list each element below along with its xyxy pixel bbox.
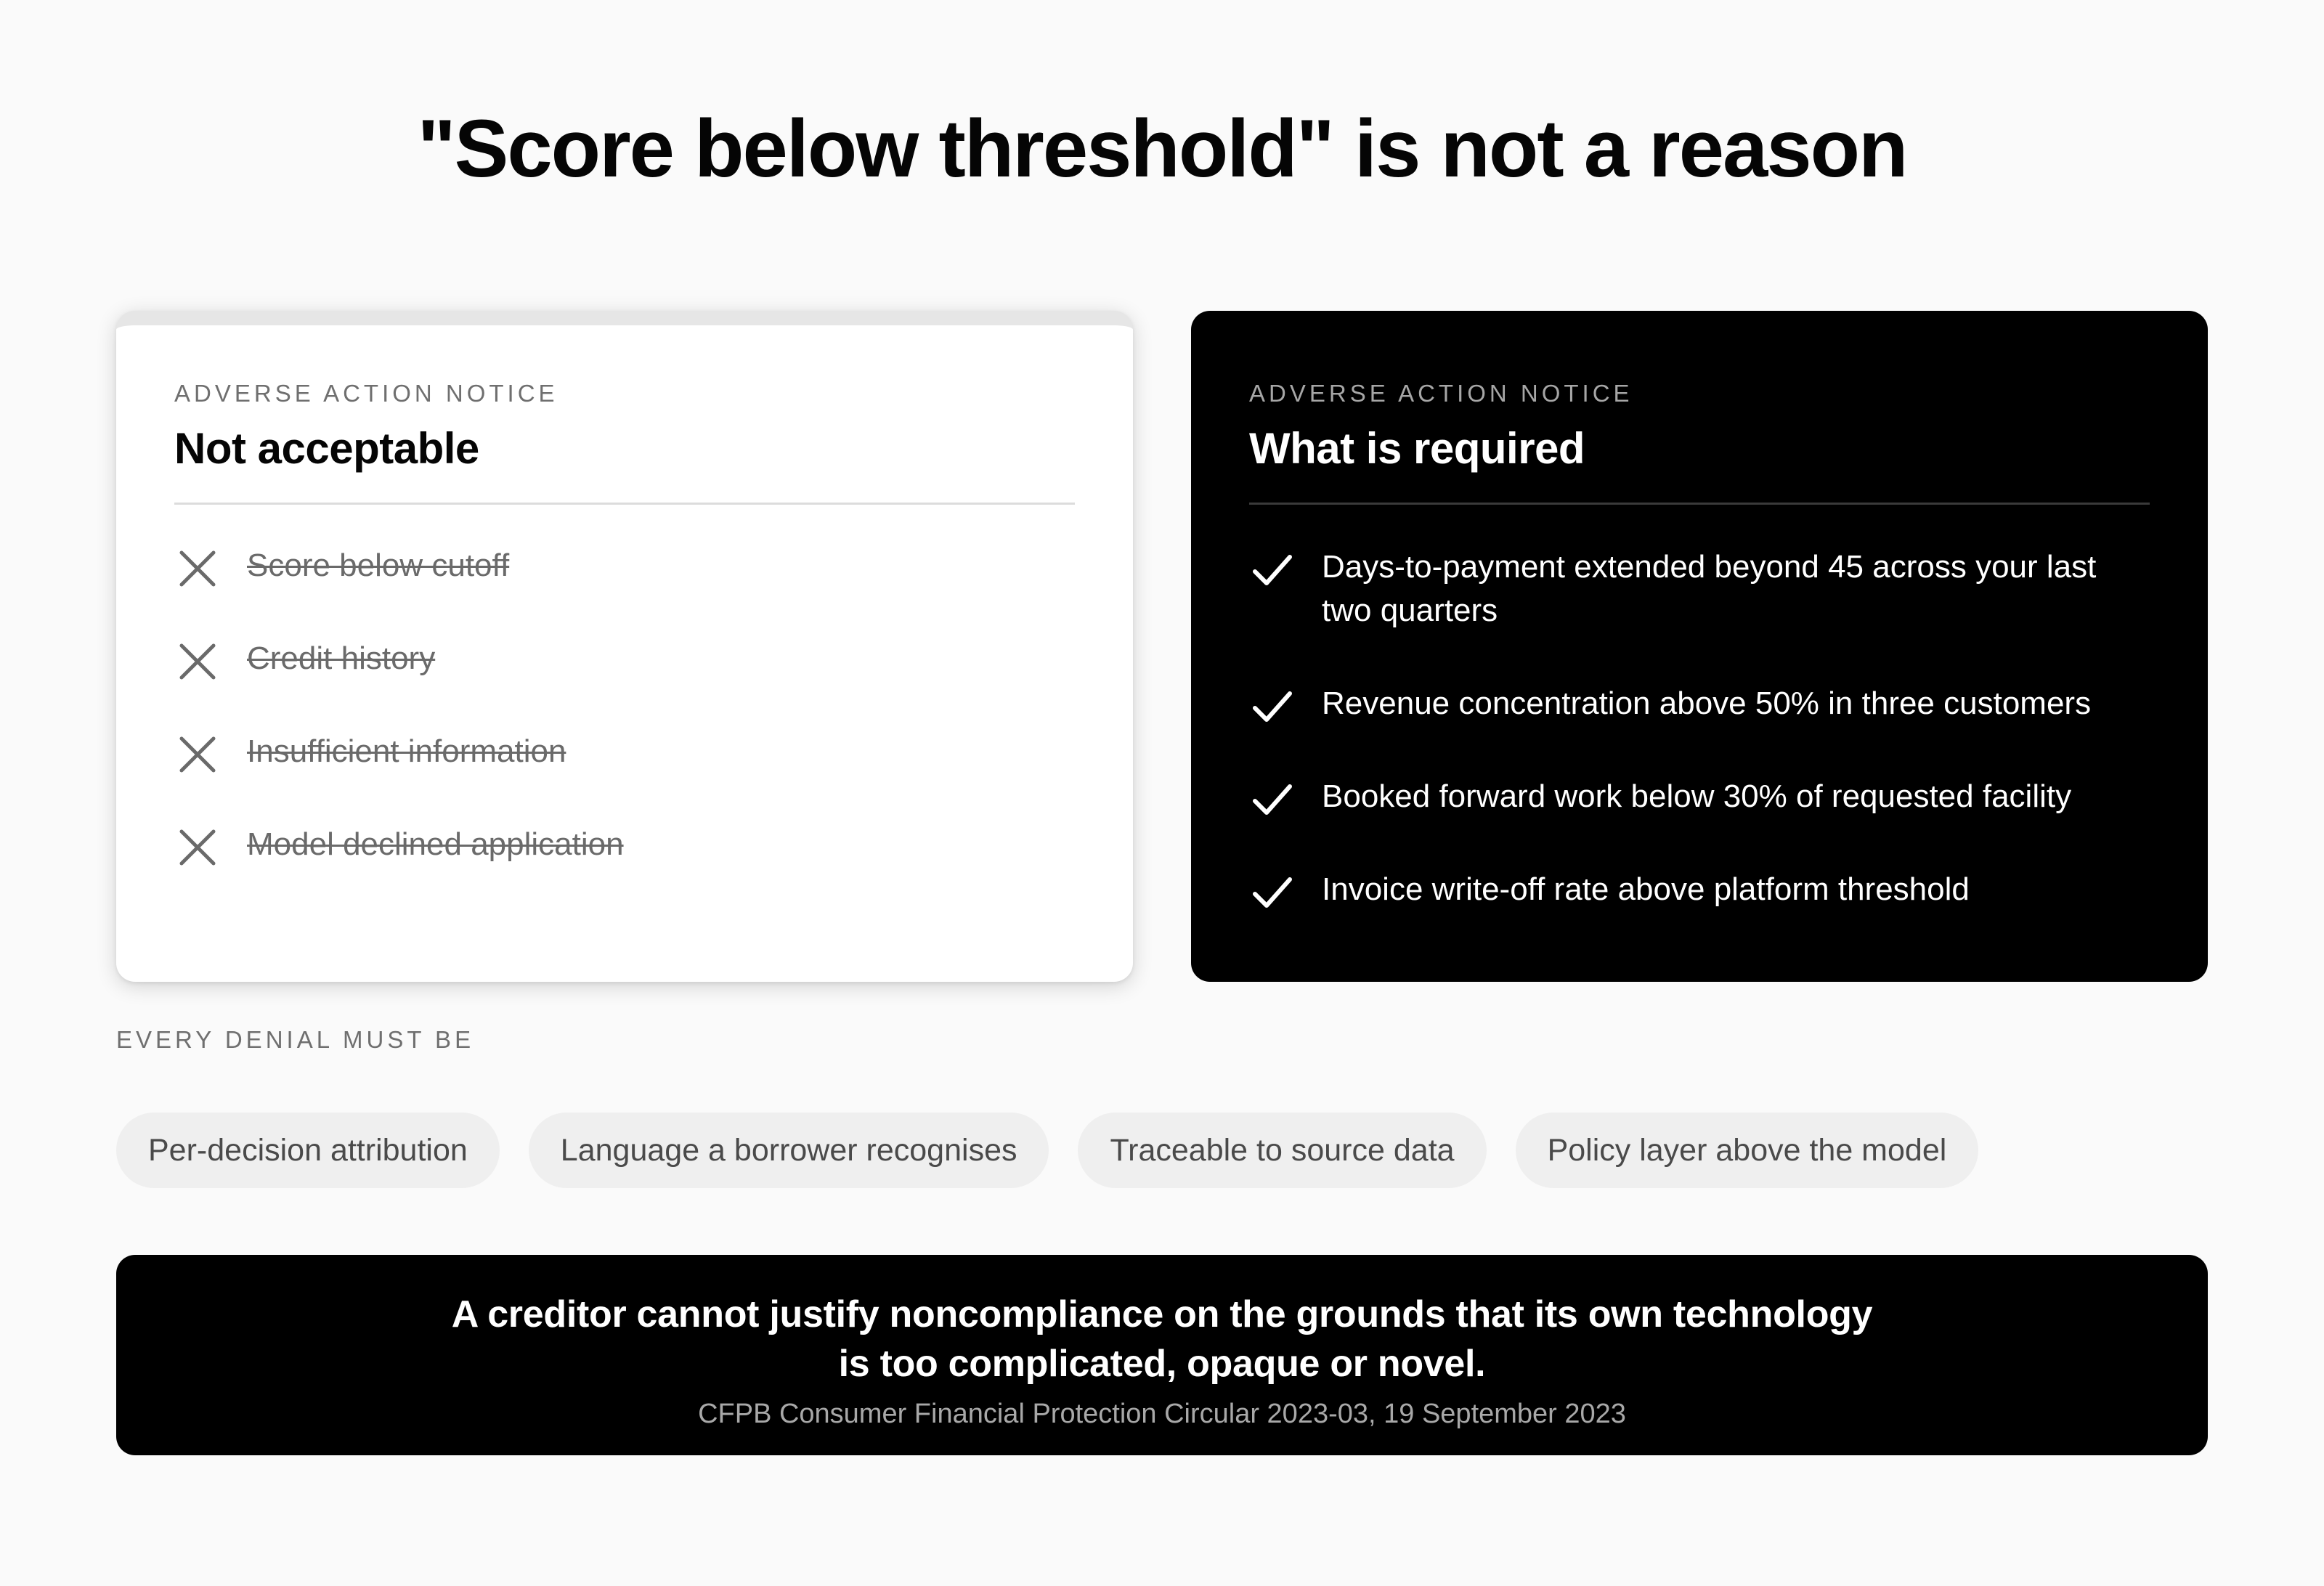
requirements-pill-row [116, 1113, 1978, 1188]
list-item-label: Days-to-payment extended beyond 45 across your last two quarters [1322, 549, 2097, 628]
quote-line: is too complicated, opaque or novel. [838, 1343, 1486, 1385]
x-icon [174, 731, 221, 778]
requirement-pill: Policy layer above the model [1516, 1113, 1979, 1188]
list-item-label: Score below cutoff [247, 548, 510, 583]
card-heading: Not acceptable [174, 424, 479, 473]
list-item [1249, 868, 2150, 911]
card-eyebrow: ADVERSE ACTION NOTICE [174, 380, 558, 407]
list-item-label: Revenue concentration above 50% in three customers [1322, 686, 2092, 721]
list-item [174, 823, 1075, 916]
not-acceptable-card [116, 311, 1133, 982]
card-eyebrow: ADVERSE ACTION NOTICE [1249, 380, 1633, 407]
requirement-pill: Traceable to source data [1078, 1113, 1486, 1188]
required-reasons-list [1249, 545, 2150, 911]
list-item [174, 637, 1075, 730]
page-title: "Score below threshold" is not a reason [417, 103, 1907, 194]
list-item-label: Model declined application [247, 826, 624, 862]
quote-text [116, 1290, 2208, 1388]
check-icon [1249, 776, 1296, 823]
requirement-pill: Language a borrower recognises [529, 1113, 1049, 1188]
unacceptable-reasons-list [174, 544, 1075, 916]
list-item-label: Booked forward work below 30% of requested facility [1322, 778, 2072, 814]
list-item [1249, 682, 2150, 725]
quote-line: A creditor cannot justify noncompliance on the grounds that its own technology [451, 1293, 1873, 1335]
list-item-label: Credit history [247, 640, 436, 676]
card-heading: What is required [1249, 424, 1585, 473]
x-icon [174, 824, 221, 871]
card-divider [174, 503, 1075, 505]
what-is-required-card [1191, 311, 2208, 982]
requirements-label: EVERY DENIAL MUST BE [116, 1026, 475, 1053]
card-divider [1249, 503, 2150, 505]
check-icon [1249, 683, 1296, 730]
check-icon [1249, 869, 1296, 916]
list-item [174, 730, 1075, 823]
quote-box [116, 1255, 2208, 1455]
list-item-label: Insufficient information [247, 733, 566, 769]
x-icon [174, 638, 221, 685]
requirement-pill: Per-decision attribution [116, 1113, 500, 1188]
list-item [1249, 545, 2150, 633]
list-item [174, 544, 1075, 637]
quote-citation: CFPB Consumer Financial Protection Circular 2023-03, 19 September 2023 [698, 1399, 1626, 1429]
list-item-label: Invoice write-off rate above platform threshold [1322, 871, 1970, 907]
x-icon [174, 545, 221, 592]
list-item [1249, 775, 2150, 818]
check-icon [1249, 547, 1296, 593]
